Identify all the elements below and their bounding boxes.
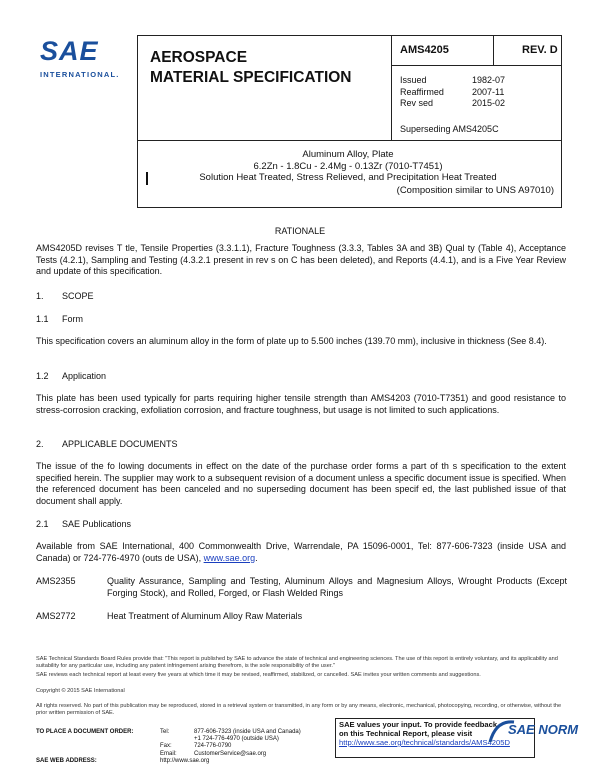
feedback-text: SAE values your input. To provide feedback on this Technical Report, please visit http://www.sae.org/technical/standards/AMS4205D [339,720,535,747]
spec-title: AEROSPACE MATERIAL SPECIFICATION [150,49,352,86]
rationale-text: AMS4205D revises T tle, Tensile Properties (3.3.1.1), Fracture Toughness (3.3.3, Tables 3A and 3B) Qual ty (Table 4), Acceptance Tests (4.2.1), Sampling and Testing (4.3.2.1 present in rev s on C has been deleted), and Reports (4.4.1), and is a Five Year Review and update of this specification. [36,243,566,276]
reference-title: Quality Assurance, Sampling and Testing, Aluminum Alloys and Magnesium Alloys, Wrought Products (Except Forging Stock), and Rolled, Forged, or Flash Welded Rings [107,576,567,598]
reference-code: AMS2772 [36,611,76,621]
sae-logo: SAE [40,36,99,66]
document-number: AMS4205 [400,44,449,56]
watermark-logo: SAE NORM [508,722,579,737]
web-address-link[interactable]: http://www.sae.org [160,758,210,764]
revision-label: REV. D [522,44,558,56]
subject-composition: (Composition similar to UNS A97010) [396,185,554,196]
footer-copyright: Copyright © 2015 SAE International [36,688,125,694]
feedback-link[interactable]: http://www.sae.org/technical/standards/AMS4205D [339,738,510,747]
footer-note-rules: SAE Technical Standards Board Rules provide that: "This report is published by SAE to advance the state of technical and engineering sciences. The use of this report is entirely voluntary, and its applicability and suitability for any particular use, including any patent infringement arising therefrom, is the sole responsibility of the user." [36,656,558,669]
superseding-label: Superseding AMS4205C [400,124,499,134]
section-1-2-heading: 1.2 Application [36,371,107,381]
sae-web-address: SAE WEB ADDRESS: http://www.sae.org [36,758,210,764]
section-2-text: The issue of the fo lowing documents in effect on the date of the purchase order forms a part of th s specification to the extent specified herein. The supplier may work to a subsequent revision of a document unless a specific document issue is specified. When the referenced document has been canceled and no superseding document has been specif ed, the last published issue of that document shall apply. [36,461,566,506]
order-contact-table: TO PLACE A DOCUMENT ORDER: Tel: 877-606-7323 (inside USA and Canada) +1 724-776-4970 (outside USA) Fax: 724-776-0790 Email: CustomerService@sae.org [36,729,301,757]
section-1-1-heading: 1.1 Form [36,314,83,324]
section-1-1-text: This specification covers an aluminum alloy in the form of plate up to 5.500 inches (139.70 mm), inclusive in thickness (See 8.4). [36,336,547,346]
sae-logo-subtitle: INTERNATIONAL. [40,70,120,79]
header-row-divider [392,65,561,66]
footer-note-review: SAE reviews each technical report at least every five years at which time it may be revised, reaffirmed, stabilized, or cancelled. SAE invites your written comments and suggestions. [36,672,481,678]
rationale-heading: RATIONALE [274,226,326,236]
section-1-2-text: This plate has been used typically for parts requiring higher tensile strength than AMS4203 (7010-T7351) and good resistance to stress-corrosion cracking, exfoliation corrosion, and fracture toughness, but usage is not limited to such applications. [36,393,566,415]
footer-note-rights: All rights reserved. No part of this publication may be reproduced, stored in a retrieval system or transmitted, in any form or by any means, electronic, mechanical, photocopying, recording, or otherwise, without the prior written permission of SAE. [36,703,562,716]
issue-dates: Issued 1982-07 Reaffirmed 2007-11 Rev sed 2015-02 [400,75,506,108]
reference-code: AMS2355 [36,576,76,586]
header-divider [391,35,392,140]
section-2-1-heading: 2.1 SAE Publications [36,519,132,529]
section-1-heading: 1. SCOPE [36,291,94,301]
section-2-heading: 2. APPLICABLE DOCUMENTS [36,439,178,449]
sae-website-link[interactable]: www.sae.org [203,552,256,563]
subject-text: Aluminum Alloy, Plate 6.2Zn - 1.8Cu - 2.4Mg - 0.13Zr (7010-T7451) Solution Heat Treated, Stress Relieved, and Precipitation Heat Treated [199,149,497,183]
header-divider-small [493,35,494,65]
section-2-1-text: Available from SAE International, 400 Commonwealth Drive, Warrendale, PA 15096-0001, Tel: 877-606-7323 (inside USA and Canada) or 724-776-4970 (outs de USA), www.sae.org. [36,541,566,563]
email-link[interactable]: CustomerService@sae.org [194,750,267,757]
reference-title: Heat Treatment of Aluminum Alloy Raw Materials [107,611,303,621]
